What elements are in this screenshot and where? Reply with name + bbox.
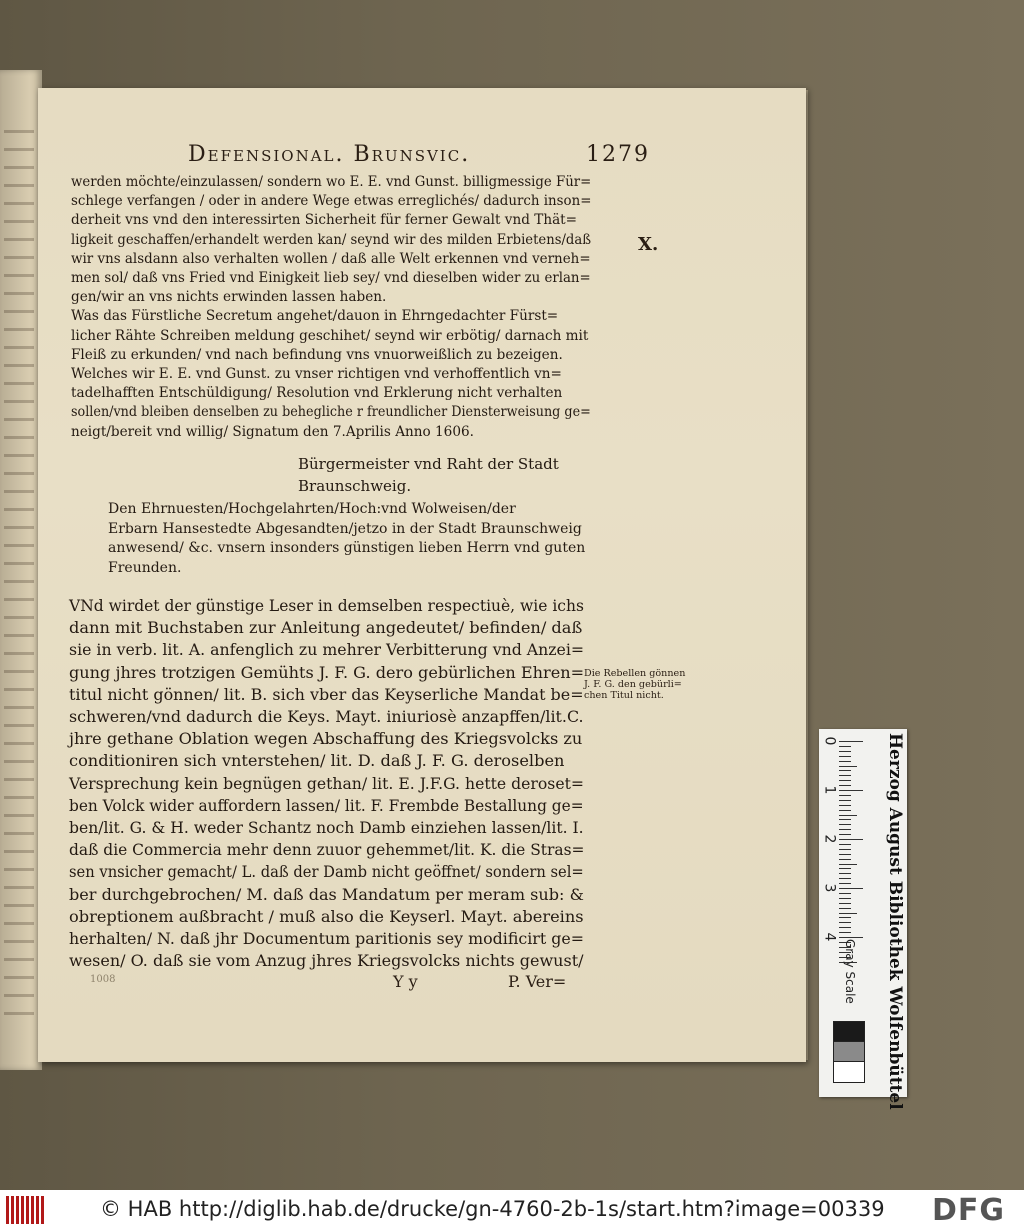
paragraph2-line: wesen/ O. daß sie vom Anzug jhres Kriegsvolcks nichts gewust/ — [69, 951, 584, 971]
ruler-tick — [839, 937, 863, 938]
footer-link[interactable]: © HAB http://diglib.hab.de/drucke/gn-4760-2b-1s/start.htm?image=00339 — [100, 1197, 885, 1221]
ruler-number: 0 — [821, 736, 838, 746]
ruler-tick — [839, 795, 851, 796]
ruler-tick — [839, 868, 851, 869]
paragraph2-line: dann mit Buchstaben zur Anleitung angedeutet/ befinden/ daß — [69, 618, 583, 638]
ruler-tick — [839, 893, 851, 894]
paragraph2-line: daß die Commercia mehr denn zuuor gehemmet/lit. K. die Stras= — [69, 840, 585, 860]
ruler-tick — [839, 888, 863, 889]
margin_note-line: Die Rebellen gönnen — [584, 668, 686, 679]
margin-mark: X. — [638, 234, 659, 255]
signer-line: Braunschweig. — [298, 477, 412, 495]
ruler-tick — [839, 741, 863, 742]
ruler-tick — [839, 913, 857, 914]
paragraph1-line: derheit vns vnd den interessirten Sicherheit für ferner Gewalt vnd Thät= — [71, 212, 578, 229]
header-title: Defensional. Brunsvic. — [188, 142, 471, 167]
swatch-white — [833, 1061, 865, 1083]
addressee-line: Den Ehrnuesten/Hochgelahrten/Hoch:vnd Wolweisen/der — [108, 501, 516, 517]
ruler-number: 2 — [821, 834, 838, 844]
paragraph2-line: VNd wirdet der günstige Leser in demselben respectiuè, wie ichs — [69, 596, 584, 615]
ruler-tick — [839, 859, 851, 860]
ruler-tick — [839, 819, 851, 820]
paragraph2-line: schweren/vnd dadurch die Keys. Mayt. iniuriosè anzapffen/lit.C. — [69, 707, 584, 726]
ruler-tick — [839, 844, 851, 845]
ruler-tick — [839, 805, 851, 806]
institution-name: Herzog August Bibliothek Wolfenbüttel — [885, 733, 905, 1110]
book-page — [38, 88, 806, 1062]
ruler-tick — [839, 839, 863, 840]
color-scale-strip — [819, 729, 907, 1110]
paragraph2-line: ben Volck wider auffordern lassen/ lit. F. Frembde Bestallung ge= — [69, 795, 584, 815]
faint-page-number: 1008 — [90, 974, 116, 985]
ruler-tick — [839, 917, 851, 918]
gray-scale-label: Gray Scale — [843, 939, 857, 1004]
margin_note-line: chen Titul nicht. — [584, 690, 664, 701]
paragraph2-line: jhre gethane Oblation wegen Abschaffung des Kriegsvolcks zu — [69, 729, 583, 749]
ruler-tick — [839, 800, 851, 801]
ruler-tick — [839, 756, 851, 757]
ruler-tick — [839, 746, 851, 747]
paragraph2-line: sen vnsicher gemacht/ L. daß der Damb nicht geöffnet/ sondern sel= — [69, 862, 584, 882]
footer-bar — [0, 1190, 1024, 1230]
running-header — [146, 142, 650, 172]
ruler-tick — [839, 761, 851, 762]
ruler-tick — [839, 751, 851, 752]
ruler-tick — [839, 780, 851, 781]
ruler-tick — [839, 903, 851, 904]
ruler-tick — [839, 849, 851, 850]
paragraph1-line: Welches wir E. E. vnd Gunst. zu vnser richtigen vnd verhoffentlich vn= — [71, 366, 562, 382]
margin_note-line: J. F. G. den gebürli= — [584, 679, 682, 690]
paragraph1-line: sollen/vnd bleiben denselben zu behegliche r freundlicher Diensterweisung ge= — [71, 404, 591, 421]
ruler-tick — [839, 790, 863, 791]
addressee-line: Freunden. — [108, 559, 182, 576]
paragraph1-line: ligkeit geschaffen/erhandelt werden kan/ seynd wir des milden Erbietens/daß — [71, 231, 592, 248]
paragraph1-line: gen/wir an vns nichts erwinden lassen haben. — [71, 289, 387, 306]
signature-mark: Y y — [393, 972, 418, 991]
ruler-tick — [839, 824, 851, 825]
paragraph1-line: Fleiß zu erkunden/ vnd nach befindung vns vnuorweißlich zu bezeigen. — [71, 346, 563, 363]
dfg-logo: DFG — [932, 1193, 1006, 1228]
swatch-gray — [833, 1041, 865, 1063]
ruler-tick — [839, 927, 851, 928]
paragraph2-line: sie in verb. lit. A. anfenglich zu mehrer Verbitterung vnd Anzei= — [69, 640, 585, 660]
paragraph1-line: men sol/ daß vns Fried vnd Einigkeit lieb sey/ vnd dieselben wider zu erlan= — [71, 270, 591, 286]
left-page-edge — [0, 70, 42, 1070]
ruler-number: 3 — [821, 883, 838, 893]
catchword: P. Ver= — [508, 972, 567, 991]
paragraph1-line: schlege verfangen / oder in andere Wege etwas erreglichés/ dadurch inson= — [71, 193, 592, 210]
ruler-tick — [839, 878, 851, 879]
ruler-tick — [839, 908, 851, 909]
ruler-tick — [839, 883, 851, 884]
paragraph2-line: Versprechung kein begnügen gethan/ lit. E. J.F.G. hette deroset= — [69, 773, 584, 793]
paragraph2-line: titul nicht gönnen/ lit. B. sich vber das Keyserliche Mandat be= — [69, 684, 584, 704]
paragraph1-line: licher Rähte Schreiben meldung geschihet/ seynd wir erbötig/ darnach mit — [71, 327, 589, 344]
ruler-tick — [839, 922, 851, 923]
ruler-tick — [839, 854, 851, 855]
addressee-line: Erbarn Hansestedte Abgesandten/jetzo in der Stadt Braunschweig — [108, 520, 582, 537]
ruler-tick — [839, 932, 851, 933]
ruler-tick — [839, 873, 851, 874]
paragraph2-line: herhalten/ N. daß jhr Documentum paritionis sey modificirt ge= — [69, 929, 584, 948]
ruler-number: 1 — [821, 785, 838, 795]
signer-line: Bürgermeister vnd Raht der Stadt — [298, 455, 559, 473]
ruler-number: 4 — [821, 932, 838, 942]
paragraph1-line: Was das Fürstliche Secretum angehet/dauon in Ehrngedachter Fürst= — [71, 308, 559, 325]
ruler-tick — [839, 770, 851, 771]
paragraph1-line: tadelhafften Entschüldigung/ Resolution vnd Erklerung nicht verhalten — [71, 385, 563, 402]
ruler-tick — [839, 829, 851, 830]
ruler-tick — [839, 898, 851, 899]
ruler-tick — [839, 815, 857, 816]
swatch-black — [833, 1021, 865, 1043]
addressee-line: anwesend/ &c. vnsern insonders günstigen lieben Herrn vnd guten — [108, 540, 586, 556]
page-number: 1279 — [586, 142, 650, 167]
paragraph1-line: neigt/bereit vnd willig/ Signatum den 7.Aprilis Anno 1606. — [71, 423, 474, 440]
paragraph2-line: ber durchgebrochen/ M. daß das Mandatum per meram sub: & — [69, 884, 584, 904]
paragraph2-line: conditioniren sich vnterstehen/ lit. D. daß J. F. G. deroselben — [69, 751, 565, 771]
ruler-tick — [839, 766, 857, 767]
ruler-tick — [839, 864, 857, 865]
paragraph2-line: obreptionem außbracht / muß also die Keyserl. Mayt. abereins — [69, 906, 584, 926]
ruler-tick — [839, 810, 851, 811]
ruler-tick — [839, 775, 851, 776]
barcode-icon — [6, 1196, 46, 1224]
paragraph1-line: werden möchte/einzulassen/ sondern wo E. E. vnd Gunst. billigmessige Für= — [71, 174, 592, 190]
paragraph2-line: ben/lit. G. & H. weder Schantz noch Damb einziehen lassen/lit. I. — [69, 818, 584, 837]
ruler-tick — [839, 834, 851, 835]
paragraph1-line: wir vns alsdann also verhalten wollen / daß alle Welt erkennen vnd verneh= — [71, 250, 591, 267]
ruler-tick — [839, 785, 851, 786]
paragraph2-line: gung jhres trotzigen Gemühts J. F. G. dero gebürlichen Ehren= — [69, 662, 585, 682]
